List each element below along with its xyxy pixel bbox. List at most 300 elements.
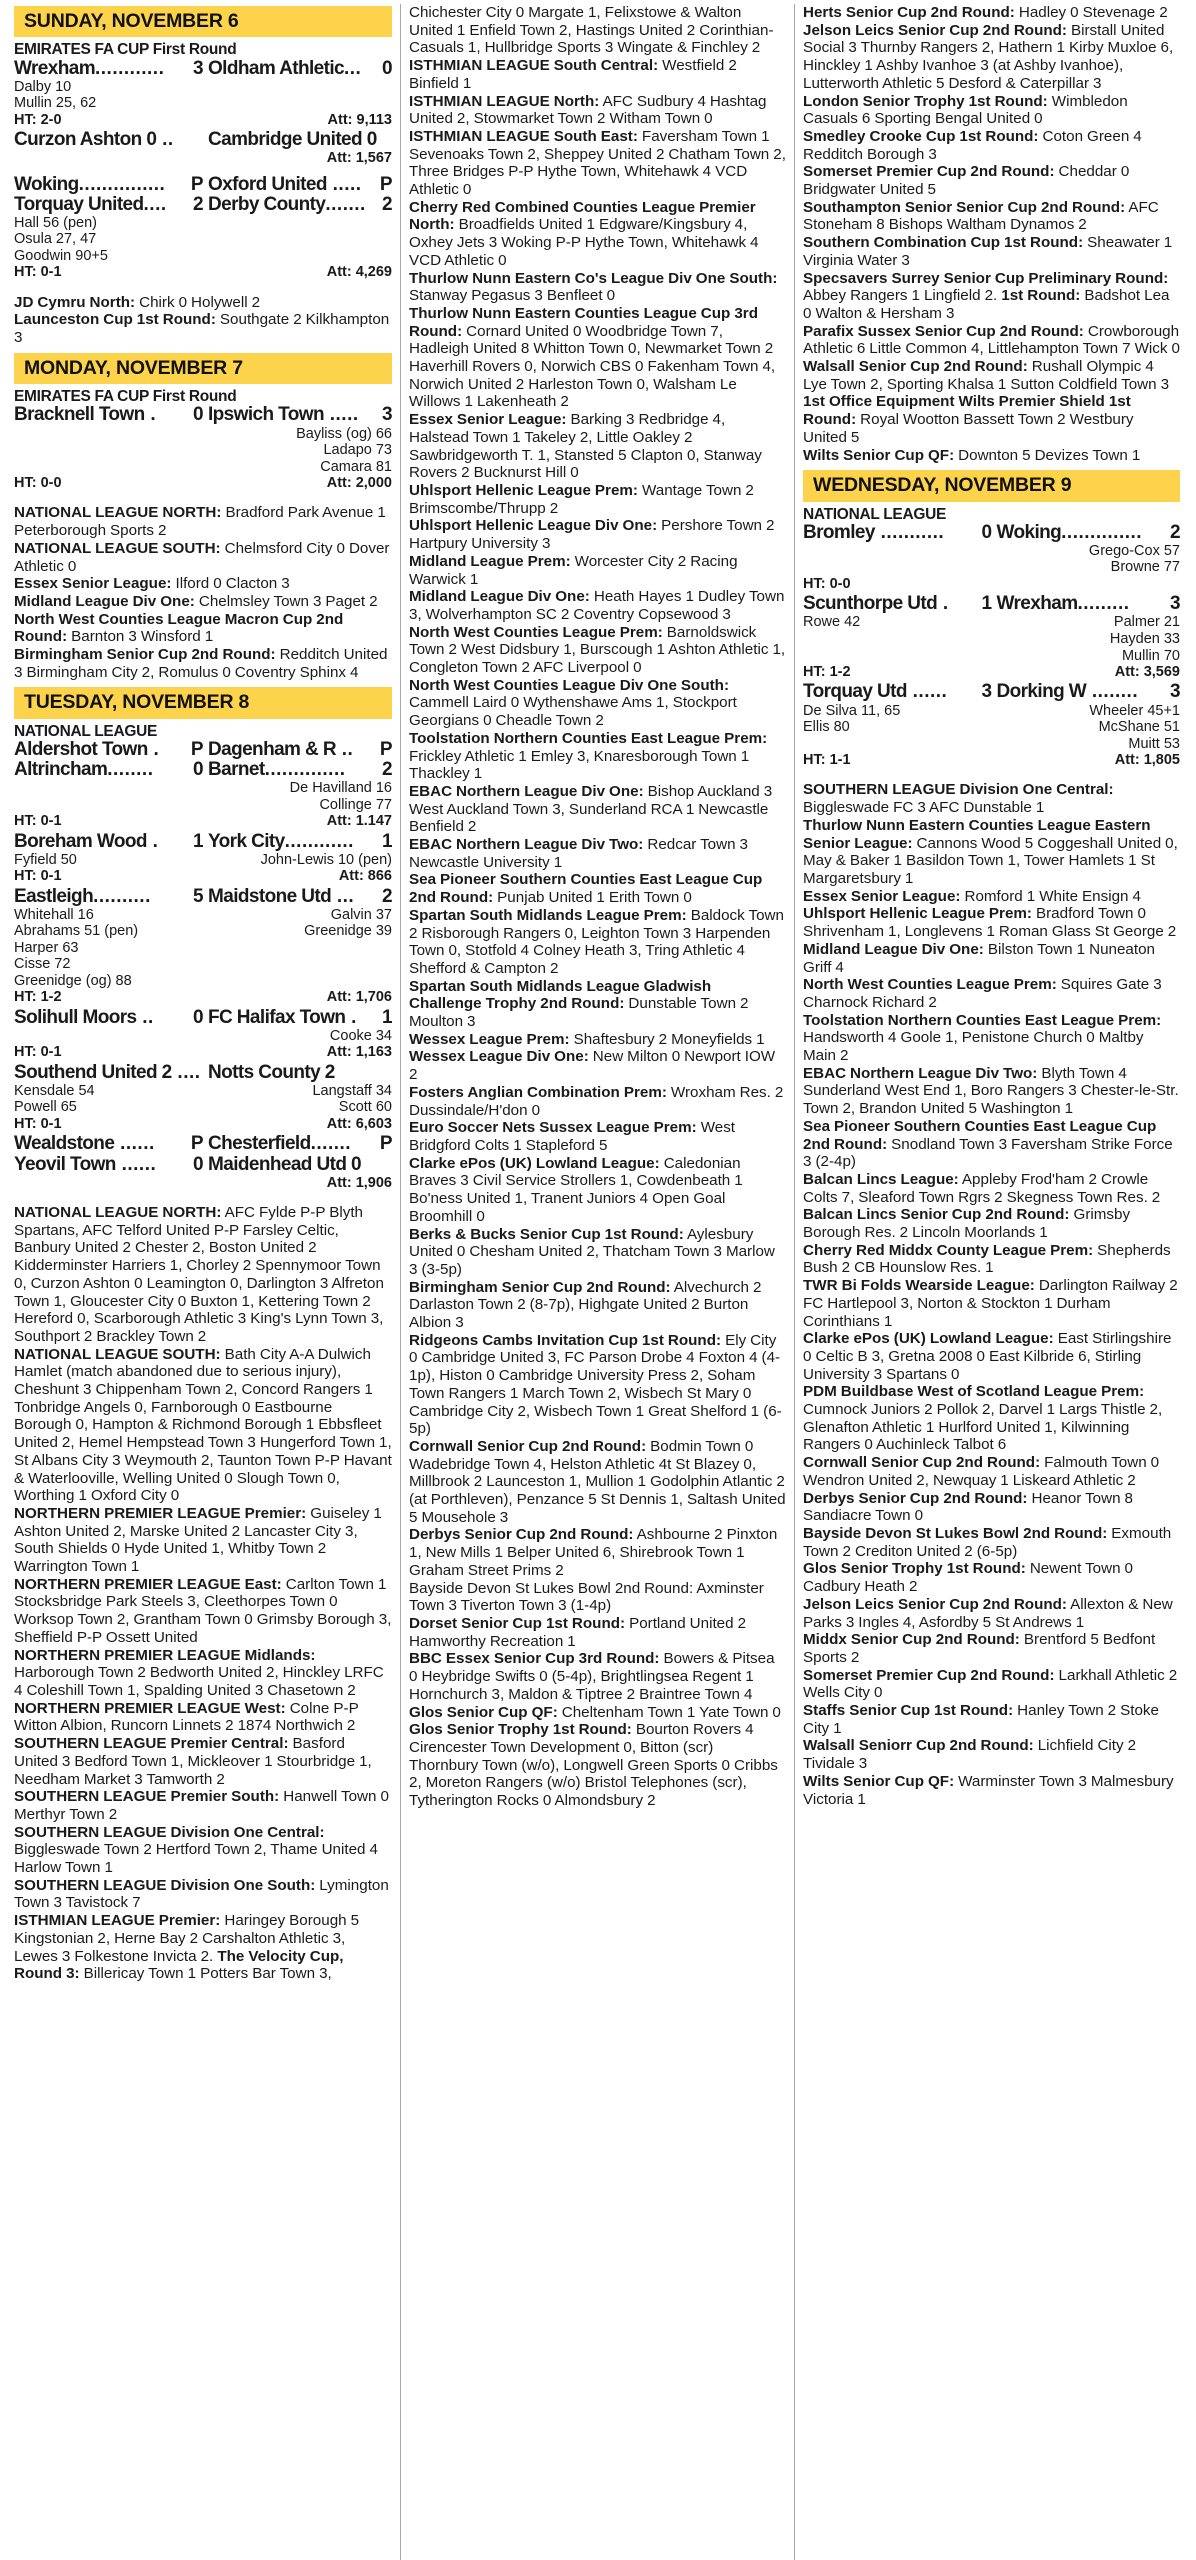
attendance: Att: 1,906: [326, 1174, 392, 1191]
league-results: Warminster Town 3 Malmesbury Victoria 1: [803, 1772, 1174, 1808]
result-paragraph: [803, 1171, 1180, 1206]
league-results: Bayside Devon St Lukes Bowl 2nd Round: Axminster Town 3 Tiverton Town 3 (1-4p): [409, 1579, 764, 1615]
league-label: Southern Combination Cup 1st Round:: [803, 234, 1084, 252]
league-results: Hanwell Town 0 Merthyr Town 2: [14, 1788, 389, 1823]
league-label: Thurlow Nunn Eastern Counties League Cup 3rd Round:: [409, 304, 758, 340]
league-label: Glos Senior Cup QF:: [409, 1703, 558, 1721]
league-label: Essex Senior League:: [409, 411, 567, 429]
scorer: Scott 60: [338, 1099, 392, 1116]
league-label: Toolstation Northern Counties East League Prem:: [409, 729, 768, 747]
home-score: 0: [193, 760, 203, 781]
result-paragraph: [803, 358, 1180, 393]
home-team: Boreham Wood: [14, 831, 147, 852]
fixture-row: [14, 760, 392, 780]
away-score: P: [379, 740, 392, 760]
league-results: Ely City 0 Cambridge United 3, FC Parson Drobe 4 Foxton 4 (4-1p), Histon 0 Cambridge University Press 2, Soham Town Rangers 1 March Town 2, Wisbech St Mary 0 Cambridge City 2, Wisbech Town 1 Great Shelford 1 (6-5p): [409, 1331, 782, 1438]
result-paragraph: [14, 1576, 392, 1647]
league-label: Bayside Devon St Lukes Bowl 2nd Round:: [803, 1525, 1108, 1542]
leader-dots: .: [937, 594, 949, 615]
league-results: Ashbourne 2 Pinxton 1, New Mills 1 Belper United 6, Shirebrook Town 1 Graham Street Prims 2: [409, 1526, 778, 1579]
league-label: ISTHMIAN LEAGUE North:: [409, 92, 600, 110]
league-results: Alvechurch 2 Darlaston Town 2 (8-7p), Highgate United 2 Burton Albion 3: [409, 1278, 762, 1332]
leader-dots: ...............: [78, 174, 166, 195]
leader-dots: .....: [326, 174, 362, 195]
result-paragraph: [14, 1647, 392, 1700]
leader-dots: ..: [335, 740, 354, 760]
away-score: 3: [1170, 682, 1180, 703]
league-label: Balcan Lincs Senior Cup 2nd Round:: [803, 1206, 1070, 1224]
result-paragraph: [409, 1119, 786, 1154]
ht-att-line: [803, 664, 1180, 681]
league-results: Falmouth Town 0 Wendron United 2, Newquay 1 Liskeard Athletic 2: [803, 1454, 1160, 1489]
attendance: Att: 2,000: [326, 475, 392, 492]
leader-dots: ..: [156, 130, 174, 151]
league-results: Biggleswade FC 3 AFC Dunstable 1: [803, 799, 1045, 817]
result-paragraph: [803, 447, 1180, 465]
result-paragraph: [14, 1204, 392, 1346]
away-team: Maidstone Utd: [208, 886, 332, 907]
away-team: Barnet: [208, 760, 265, 781]
league-results: Southgate 2 Kilkhampton 3: [14, 311, 390, 347]
cup-results: Billericay Town 1 Potters Bar Town 3,: [79, 1965, 332, 1983]
leader-dots: .......: [325, 194, 366, 215]
league-results: Lymington Town 3 Tavistock 7: [14, 1876, 389, 1912]
day-banner-wednesday: WEDNESDAY, NOVEMBER 9: [803, 470, 1180, 501]
league-results: West Bridgford Colts 1 Stapleford 5: [409, 1119, 736, 1154]
league-results: Hadley 0 Stevenage 2: [1014, 4, 1168, 21]
league-label: Midland League Div One:: [409, 588, 590, 606]
league-results: Aylesbury United 0 Chesham United 2, Thatcham Town 3 Marlow 3 (3-5p): [409, 1225, 775, 1278]
league-results: Redcar Town 3 Newcastle University 1: [409, 836, 748, 871]
cup-label: 1st Round:: [1001, 287, 1081, 305]
league-label: Jelson Leics Senior Cup 2nd Round:: [803, 1595, 1067, 1613]
league-label: ISTHMIAN LEAGUE Premier:: [14, 1912, 221, 1930]
attendance: Att: 3,569: [1114, 664, 1180, 681]
league-label: Wilts Senior Cup QF:: [803, 446, 955, 464]
league-results: Caledonian Braves 3 Civil Service Strollers 1, Cowdenbeath 1 Bo'ness United 1, Tranent Juniors 4 Open Goal Broomhill 0: [409, 1154, 743, 1225]
fixture-row: [14, 175, 392, 195]
league-label: 1st Office Equipment Wilts Premier Shield 1st Round:: [803, 393, 1131, 429]
half-time: HT: 1-2: [803, 664, 851, 681]
home-score: 5: [193, 886, 203, 907]
leader-dots: ........: [1086, 682, 1139, 703]
away-team: Wrexham: [996, 594, 1078, 615]
league-label: SOUTHERN LEAGUE Division One Central:: [803, 781, 1114, 799]
away-score: 0: [382, 58, 392, 79]
scorer: Ellis 80: [803, 719, 850, 736]
home-team: Wealdstone: [14, 1134, 115, 1155]
home-team: Bromley: [803, 522, 875, 543]
result-paragraph: [409, 1048, 786, 1083]
result-paragraph: [409, 1332, 786, 1438]
result-paragraph: [803, 1242, 1180, 1277]
leader-dots: ..........: [93, 886, 151, 907]
league-label: EBAC Northern League Div One:: [409, 782, 644, 800]
league-label: Midland League Div One:: [803, 940, 984, 958]
result-paragraph: [803, 1737, 1180, 1772]
result-paragraph: [803, 1631, 1180, 1666]
league-label: Toolstation Northern Counties East League Prem:: [803, 1011, 1162, 1029]
home-score: 3: [193, 58, 203, 79]
result-paragraph: [803, 323, 1180, 358]
scorers: [14, 923, 392, 940]
league-label: Essex Senior League:: [14, 575, 172, 593]
away-team: Woking: [996, 522, 1062, 543]
league-label: North West Counties League Prem:: [409, 623, 663, 641]
away-team: Maidenhead Utd 0: [208, 1154, 361, 1175]
fixture-row: [14, 405, 392, 425]
league-label: Essex Senior League:: [803, 887, 961, 905]
ht-att-line: [14, 1116, 392, 1133]
half-time: HT: 0-1: [14, 868, 62, 885]
result-paragraph: [409, 1226, 786, 1279]
league-results: Portland United 2 Hamworthy Recreation 1: [409, 1614, 747, 1650]
scorer: De Silva 11, 65: [803, 702, 901, 719]
league-label: London Senior Trophy 1st Round:: [803, 92, 1048, 110]
league-results: Bourton Rovers 4 Cirencester Town Development 0, Bitton (scr) Thornbury Town (w/o), Longwell Green Sports 0 Cribbs 2, Moreton Rangers (w/o) Bristol Telephones (scr), Tytherington Rocks 0 Almondsbury 2: [409, 1721, 778, 1810]
result-paragraph: [14, 646, 392, 681]
scorers: [14, 231, 392, 264]
result-paragraph: [803, 1525, 1180, 1560]
home-score: 1: [981, 594, 992, 615]
league-label: ISTHMIAN LEAGUE South Central:: [409, 57, 659, 75]
league-label: Cherry Red Middx County League Prem:: [803, 1241, 1094, 1259]
result-paragraph: [803, 270, 1180, 323]
result-paragraph: [409, 783, 786, 836]
league-results: Blyth Town 4 Sunderland West End 1, Boro Rangers 3 Chester-le-Str. Town 2, Brandon United 5 Washington 1: [803, 1064, 1179, 1118]
league-results: Basford United 3 Bedford Town 1, Mickleover 1 Stourbridge 1, Needham Market 3 Tamworth 2: [14, 1735, 372, 1788]
home-team: Solihull Moors: [14, 1007, 137, 1028]
result-paragraph: [803, 1277, 1180, 1330]
league-label: Specsavers Surrey Senior Cup Preliminary Round:: [803, 269, 1169, 287]
league-label: NATIONAL LEAGUE NORTH:: [14, 1204, 222, 1222]
league-results: Broadfields United 1 Edgware/Kingsbury 4, Oxhey Jets 3 Woking P-P Hythe Town, Whitehawk 4 VCD Athletic 0: [409, 216, 759, 269]
away-score: 2: [1170, 522, 1180, 543]
league-results: Stanway Pegasus 3 Benfleet 0: [409, 287, 616, 305]
result-paragraph: [803, 93, 1180, 128]
day-banner-tuesday: TUESDAY, NOVEMBER 8: [14, 687, 392, 718]
league-results: Faversham Town 1 Sevenoaks Town 2, Sheppey United 2 Chatham Town 2, Three Bridges P-P Hythe Town, Whitehawk 4 VCD Athletic 0: [409, 127, 786, 199]
leader-dots: ......: [115, 1154, 157, 1175]
league-results: Frickley Athletic 1 Emley 3, Knaresborough Town 1 Thackley 1: [409, 747, 750, 783]
league-label: Somerset Premier Cup 2nd Round:: [803, 163, 1055, 181]
league-results: Cammell Laird 0 Wythenshawe Ams 1, Stockport Georgians 0 Cheadle Town 2: [409, 694, 737, 730]
result-paragraph: [409, 1580, 786, 1615]
league-label: Spartan South Midlands League Prem:: [409, 906, 687, 924]
league-results: Heanor Town 8 Sandiacre Town 0: [803, 1489, 1133, 1525]
result-paragraph: [14, 1824, 392, 1877]
league-label: SOUTHERN LEAGUE Division One South:: [14, 1876, 316, 1894]
result-paragraph: [409, 305, 786, 411]
leader-dots: ...........: [874, 522, 945, 543]
leader-dots: ..............: [264, 760, 346, 781]
league-results: AFC Fylde P-P Blyth Spartans, AFC Telford United P-P Farsley Celtic, Banbury United 2 Chester 2, Boston United 2 Kidderminster Harriers 1, Chorley 2 Spennymoor Town 0, Curzon Ashton 0 Leamington 0, Darlington 3 Alfreton Town 1, Gloucester City 0 Buxton 1, Kettering Town 2 Hereford 0, Scarborough Athletic 3 King's Lynn Town 3, Southport 2 Brackley Town 2: [14, 1204, 384, 1345]
away-team: FC Halifax Town: [208, 1007, 346, 1028]
scorer: John-Lewis 10 (pen): [260, 851, 392, 868]
result-paragraph: [14, 311, 392, 346]
league-results: Newent Town 0 Cadbury Heath 2: [803, 1560, 1133, 1596]
scorer: Langstaff 34: [312, 1082, 392, 1099]
league-label: Thurlow Nunn Eastern Co's League Div One South:: [409, 269, 778, 287]
league-label: Middx Senior Cup 2nd Round:: [803, 1631, 1020, 1649]
league-results: Royal Wootton Bassett Town 2 Westbury United 5: [803, 411, 1134, 446]
home-score: P: [190, 174, 203, 195]
league-label: EBAC Northern League Div Two:: [409, 836, 644, 854]
column-3: [794, 4, 1188, 2560]
leader-dots: ....: [171, 1062, 201, 1083]
half-time: HT: 0-1: [14, 813, 62, 830]
result-paragraph: [803, 4, 1180, 22]
result-paragraph: [803, 1596, 1180, 1631]
league-results: Barnoldswick Town 2 West Didsbury 1, Burscough 1 Ashton Athletic 1, Congleton Town 2 AFC Liverpool 0: [409, 623, 786, 677]
league-results: New Milton 0 Newport IOW 2: [409, 1048, 776, 1084]
continued-paragraph: Chichester City 0 Margate 1, Felixstowe & Walton United 1 Enfield Town 2, Hastings United 2 Corinthian-Casuals 1, Hullbridge Sports 3 Wingate & Finchley 2: [409, 4, 774, 57]
league-results: Squires Gate 3 Charnock Richard 2: [803, 976, 1162, 1011]
half-time: HT: 0-0: [803, 575, 851, 592]
attendance: Att: 9,113: [327, 111, 392, 128]
league-results: AFC Sudbury 4 Hashtag United 2, Stowmarket Town 2 Witham Town 0: [409, 92, 767, 128]
scorers: [14, 852, 392, 869]
league-label: NATIONAL LEAGUE NORTH:: [14, 504, 222, 522]
scorer: Mullin 70: [1121, 647, 1180, 664]
result-paragraph: [409, 1279, 786, 1332]
league-results: Carlton Town 1 Stocksbridge Park Steels 3, Cleethorpes Town 0 Worksop Town 2, Grantham Town 0 Grimsby Borough 3, Sheffield P-P Ossett United: [14, 1575, 392, 1646]
ht-att-line: [803, 576, 1180, 593]
league-results: Grimsby Borough Res. 2 Lincoln Moorlands 1: [803, 1206, 1131, 1242]
league-label: Staffs Senior Cup 1st Round:: [803, 1702, 1014, 1720]
result-paragraph: [409, 871, 786, 906]
league-results: Chirk 0 Holywell 2: [135, 293, 261, 311]
home-team: Altrincham: [14, 760, 108, 781]
scorers: [14, 780, 392, 813]
league-label: Cornwall Senior Cup 2nd Round:: [803, 1454, 1041, 1472]
cup-results: Badshot Lea 0 Walton & Hersham 3: [803, 287, 1170, 322]
away-team: Dagenham & R: [208, 740, 336, 760]
home-score: 3: [981, 682, 992, 703]
scorer: Hayden 33: [1109, 630, 1180, 647]
result-paragraph: [409, 57, 786, 92]
league-results: Cheddar 0 Bridgwater United 5: [803, 163, 1130, 199]
league-label: SOUTHERN LEAGUE Premier South:: [14, 1788, 280, 1806]
attendance: Att: 1,567: [326, 150, 392, 167]
fixture-row: [14, 740, 392, 760]
scorer: Camara 81: [320, 458, 392, 475]
league-results: Bowers & Pitsea 0 Heybridge Swifts 0 (5-4p), Brightlingsea Regent 1 Hornchurch 3, Maldon & Tiptree 2 Braintree Town 4: [409, 1650, 775, 1703]
result-paragraph: [803, 781, 1180, 816]
away-score: 1: [382, 1007, 392, 1028]
fixture-row: [803, 594, 1180, 614]
away-score: 3: [1170, 594, 1180, 615]
attendance: Att: 1,706: [326, 989, 392, 1006]
league-label: Birmingham Senior Cup 2nd Round:: [14, 646, 276, 664]
league-label: NATIONAL LEAGUE SOUTH:: [14, 539, 221, 557]
scorer: Abrahams 51 (pen): [14, 923, 139, 940]
result-paragraph: [409, 1721, 786, 1810]
result-paragraph: [14, 1788, 392, 1823]
scorer: Rowe 42: [803, 614, 861, 631]
result-paragraph: [803, 1330, 1180, 1383]
league-label: Derbys Senior Cup 2nd Round:: [803, 1489, 1028, 1507]
result-paragraph: [803, 1206, 1180, 1241]
half-time: HT: 0-1: [14, 1115, 62, 1132]
competition-heading: EMIRATES FA CUP First Round: [14, 41, 237, 59]
half-time: HT: 1-1: [803, 752, 851, 769]
league-results: Biggleswade Town 2 Hertford Town 2, Thame United 4 Harlow Town 1: [14, 1841, 378, 1877]
leader-dots: ......: [906, 682, 948, 703]
result-paragraph: [14, 1505, 392, 1576]
result-paragraph: [14, 575, 392, 593]
result-paragraph: [409, 1031, 786, 1049]
leader-dots: ..............: [1061, 522, 1143, 543]
competition-heading: EMIRATES FA CUP First Round: [14, 388, 237, 406]
league-results: Lichfield City 2 Tividale 3: [803, 1737, 1137, 1773]
competition-heading: NATIONAL LEAGUE: [803, 505, 947, 523]
ht-att-line: [803, 752, 1180, 769]
league-results: Bishop Auckland 3 West Auckland Town 3, Sunderland RCA 1 Newcastle Benfield 2: [409, 782, 773, 836]
scorers: [14, 1028, 392, 1045]
away-team: York City: [208, 831, 285, 852]
scorer: Dalby 10: [14, 78, 72, 95]
league-results: Romford 1 White Ensign 4: [960, 887, 1141, 905]
away-team: Dorking W: [996, 682, 1087, 703]
scorer: Greenidge (og) 88: [14, 972, 132, 989]
result-paragraph: [14, 1912, 392, 1983]
result-paragraph: [803, 941, 1180, 976]
home-score: 0: [193, 1154, 203, 1175]
league-results: Cumnock Juniors 2 Pollok 2, Darvel 1 Largs Thistle 2, Glenafton Athletic 1 Hurlford United 1, Kilwinning Rangers 0 Auchinleck Talbot 6: [803, 1401, 1163, 1454]
result-paragraph: [409, 907, 786, 978]
league-results: Colne P-P Witton Albion, Runcorn Linnets 2 1874 Northwich 2: [14, 1699, 359, 1735]
result-paragraph: [14, 1700, 392, 1735]
fixture-row: [14, 832, 392, 852]
half-time: HT: 2-0: [14, 111, 62, 128]
league-label: NORTHERN PREMIER LEAGUE East:: [14, 1575, 282, 1593]
fixture-row: [14, 59, 392, 79]
result-paragraph: [14, 1735, 392, 1788]
fixture-row: [14, 1008, 392, 1028]
result-paragraph: [803, 234, 1180, 269]
result-paragraph: [803, 1667, 1180, 1702]
result-paragraph: [14, 540, 392, 575]
leader-dots: ...: [331, 886, 355, 907]
league-results: Wantage Town 2 Brimscombe/Thrupp 2: [409, 481, 754, 517]
result-paragraph: [803, 1065, 1180, 1118]
league-label: Clarke ePos (UK) Lowland League:: [409, 1154, 660, 1172]
result-paragraph: [803, 128, 1180, 163]
home-score: 1: [193, 831, 203, 852]
ht-att-line: [14, 112, 392, 129]
result-paragraph: [803, 1383, 1180, 1454]
league-label: Wessex League Prem:: [409, 1030, 570, 1048]
result-paragraph: [409, 93, 786, 128]
away-team: Oxford United: [208, 174, 327, 195]
league-results: Shaftesbury 2 Moneyfields 1: [569, 1030, 765, 1048]
away-score: P: [379, 1134, 392, 1155]
scorer: Osula 27, 47: [14, 231, 97, 248]
leader-dots: ........: [107, 760, 154, 781]
result-paragraph: [409, 1526, 786, 1579]
result-paragraph: [14, 504, 392, 539]
result-paragraph: [803, 817, 1180, 888]
league-label: Midland League Div One:: [14, 592, 195, 610]
scorer: De Havilland 16: [289, 780, 392, 797]
away-score: 1: [382, 831, 392, 852]
attendance: Att: 866: [338, 868, 392, 885]
league-results: Bradford Park Avenue 1 Peterborough Sports 2: [14, 504, 386, 540]
result-paragraph: [803, 1702, 1180, 1737]
scorers: [803, 543, 1180, 576]
away-team: Oldham Athletic: [208, 58, 344, 79]
leader-dots: .....: [323, 405, 359, 426]
leader-dots: .: [345, 1007, 357, 1028]
result-paragraph: [409, 517, 786, 552]
league-results: Abbey Rangers 1 Lingfield 2.: [803, 287, 1002, 305]
league-label: Wilts Senior Cup QF:: [803, 1772, 955, 1790]
league-results: Cornard United 0 Woodbridge Town 7, Hadleigh United 8 Whitton Town 0, Newmarket Town 2 Haverhill Rovers 0, Norwich CBS 0 Fakenham Town 4, Norwich United 2 Harleston Town 0, Walsham Le Willows 1 Lakenheath 2: [409, 322, 776, 411]
scorer: Wheeler 45+1: [1089, 702, 1180, 719]
league-label: Parafix Sussex Senior Cup 2nd Round:: [803, 322, 1084, 340]
result-paragraph: [409, 730, 786, 783]
scorer: Cisse 72: [14, 956, 71, 973]
day-banner-sunday: SUNDAY, NOVEMBER 6: [14, 6, 392, 37]
ht-att-line: [14, 1044, 392, 1061]
scorers: [14, 79, 392, 112]
result-paragraph: [14, 1877, 392, 1912]
leader-dots: ............: [95, 58, 165, 79]
fixture-row: [14, 1155, 392, 1175]
attendance: Att: 1.147: [326, 813, 392, 830]
ht-att-line: [14, 1175, 392, 1192]
result-paragraph: [409, 624, 786, 677]
scorer: Cooke 34: [329, 1027, 392, 1044]
league-label: SOUTHERN LEAGUE Division One Central:: [14, 1823, 325, 1841]
league-results: Barnton 3 Winsford 1: [67, 628, 214, 646]
league-results: Darlington Railway 2 FC Hartlepool 3, Norton & Stockton 1 Durham Corinthians 1: [803, 1277, 1178, 1330]
league-results: Baldock Town 2 Risborough Rangers 0, Leighton Town 3 Harpenden Town 0, Stotfold 4 Colney Heath 3, Tring Athletic 4 Shefford & Campton 2: [409, 906, 784, 977]
home-score: 0: [193, 405, 203, 426]
away-team: Derby County: [208, 194, 326, 215]
column-1: [6, 4, 400, 2560]
away-score: P: [379, 174, 392, 195]
scorer: Collinge 77: [319, 796, 392, 813]
result-paragraph: [409, 1155, 786, 1226]
league-results: Wimbledon Casuals 6 Sporting Bengal United 0: [803, 92, 1128, 128]
leader-dots: .: [147, 740, 160, 760]
league-label: Wessex League Div One:: [409, 1048, 589, 1066]
away-score: 2: [382, 886, 392, 907]
league-label: EBAC Northern League Div Two:: [803, 1064, 1038, 1082]
result-paragraph: [409, 128, 786, 199]
league-label: Jelson Leics Senior Cup 2nd Round:: [803, 21, 1067, 39]
league-label: Glos Senior Trophy 1st Round:: [803, 1560, 1026, 1578]
league-label: Uhlsport Hellenic League Div One:: [409, 517, 658, 535]
scorers: [14, 940, 392, 990]
league-results: Bath City A-A Dulwich Hamlet (match abandoned due to serious injury), Cheshunt 3 Chippenham Town 2, Concord Rangers 1 Tonbridge Angels 0, Farnborough 0 Eastbourne Borough 0, Hampton & Richmond Borough 1 Ebbsfleet United 2, Hemel Hempstead Town 3 Hungerford Town 1, St Albans City 3 Weymouth 2, Taunton Town P-P Havant & Waterlooville, Welling United 0 Slough Town 0, Worthing 1 Oxford City 0: [14, 1345, 392, 1505]
cup-label: The Velocity Cup, Round 3:: [14, 1947, 344, 1983]
attendance: Att: 1,163: [326, 1044, 392, 1061]
leader-dots: .........: [1077, 594, 1130, 615]
half-time: HT: 1-2: [14, 989, 62, 1006]
scorer: Kensdale 54: [14, 1082, 95, 1099]
league-label: Berks & Bucks Senior Cup 1st Round:: [409, 1225, 684, 1243]
league-results: Cannons Wood 5 Coggeshall United 0, May & Baker 1 Basildon Town 1, Tower Hamlets 1 St Margaretsbury 1: [803, 834, 1178, 887]
league-label: Thurlow Nunn Eastern Counties League Eastern Senior League:: [803, 816, 1151, 852]
home-team: Woking: [14, 174, 79, 195]
away-team: Chesterfield: [208, 1134, 311, 1155]
home-team: Torquay United: [14, 194, 144, 215]
league-results: Chelmsley Town 3 Paget 2: [194, 592, 378, 610]
half-time: HT: 0-1: [14, 264, 62, 281]
